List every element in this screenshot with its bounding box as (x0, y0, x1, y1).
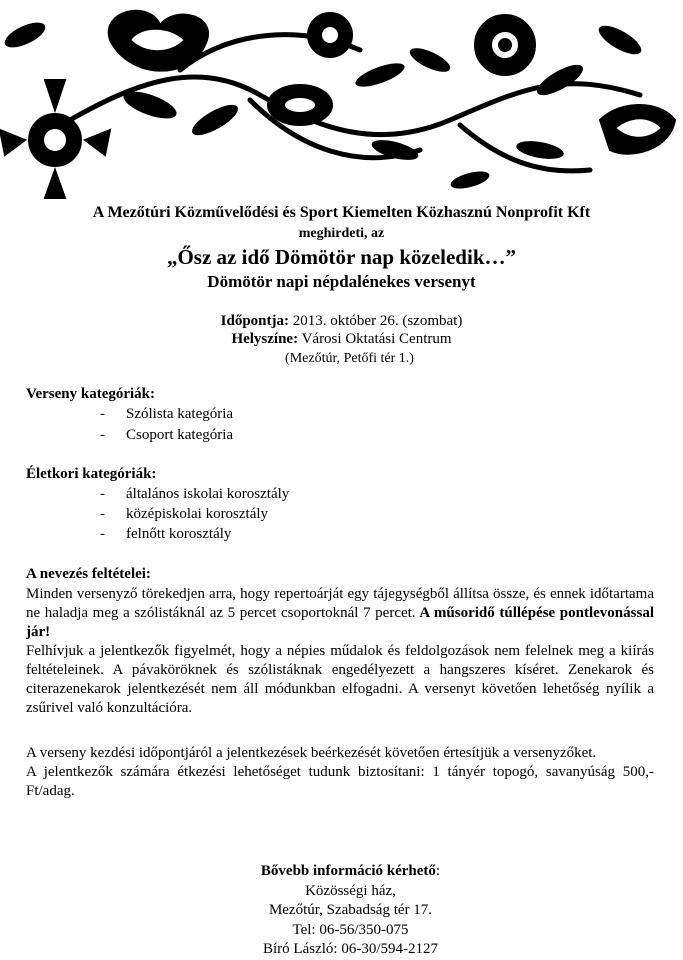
contact-line-2: Mezőtúr, Szabadság tér 17. (268, 902, 433, 918)
list-item: - felnőtt korosztály (100, 526, 232, 542)
event-title: „Ősz az idő Dömötör nap közeledik…” (166, 245, 517, 269)
date-label: Időpontja: (220, 313, 290, 329)
conditions-paragraph-2: Felhívjuk a jelentkezők figyelmét, hogy a népies műdalok és feldolgozások nem felelnek meg a kiírás feltételeinek. A pávaköröknek és szólistáknak engedélyezett a hangszeres kíséret. Zenekarok és citerazenekarok jelentkezését nem áll módunkban elfogadni. A versenyt követően lehetőség nyílik a zsűrivel való konzultációra. (26, 643, 654, 716)
event-address: (Mezőtúr, Petőfi tér 1.) (285, 351, 414, 366)
event-subtitle: Dömötör napi népdalénekes versenyt (207, 272, 476, 291)
venue-label: Helyszíne: (231, 331, 299, 347)
age-categories-heading: Életkori kategóriák: (26, 466, 157, 482)
event-venue (0, 331, 683, 348)
categories-heading: Verseny kategóriák: (26, 386, 156, 402)
date-value: 2013. október 26. (szombat) (289, 313, 463, 329)
contact-line-1: Közösségi ház, (305, 882, 396, 899)
conditions-heading: A nevezés feltételei: (26, 566, 151, 582)
notes-paragraph-1: A verseny kezdési időpontjáról a jelentkezések beérkezését követően értesítjük a versenyzőket. (26, 745, 597, 761)
list-item: - középiskolai korosztály (100, 506, 269, 522)
notes-text (26, 744, 654, 801)
contact-phone: Tel: 06-56/350-075 (292, 921, 409, 938)
announces-text: meghirdeti, az (298, 226, 385, 241)
conditions-paragraph-1: Minden versenyző törekedjen arra, hogy repertoárját egy tájegységből állítsa össze, és ennek időtartama ne haladja meg a szólistáknál az 5 percet csoportoknál 7 percet. A műsoridő túllépése pontlevonással jár! (26, 586, 654, 640)
event-date (0, 313, 683, 330)
penalty-warning: A műsoridő túllépése pontlevonással jár! (26, 605, 654, 640)
conditions-text (26, 585, 654, 718)
floral-ornament (0, 0, 683, 200)
venue-value: Városi Oktatási Centrum (298, 331, 452, 347)
contact-person-phone: Bíró László: 06-30/594-2127 (263, 941, 438, 957)
list-item: - Csoport kategória (100, 427, 234, 443)
flower-tulip-left (109, 11, 208, 71)
list-item: - általános iskolai korosztály (100, 486, 290, 502)
contact-heading: Bővebb információ kérhető: (260, 863, 441, 879)
contact-info (0, 862, 683, 960)
notes-paragraph-2: A jelentkezők számára étkezési lehetőséget tudunk biztosítani: 1 tányér topogó, savanyúság 500,-Ft/adag. (26, 764, 654, 799)
leaves-center (353, 43, 453, 163)
organization-name: A Mezőtúri Közművelődési és Sport Kiemelten Közhasznú Nonprofit Kft (92, 204, 591, 221)
flower-center (268, 13, 352, 125)
list-item: - Szólista kategória (100, 406, 234, 422)
flower-left (0, 80, 110, 198)
